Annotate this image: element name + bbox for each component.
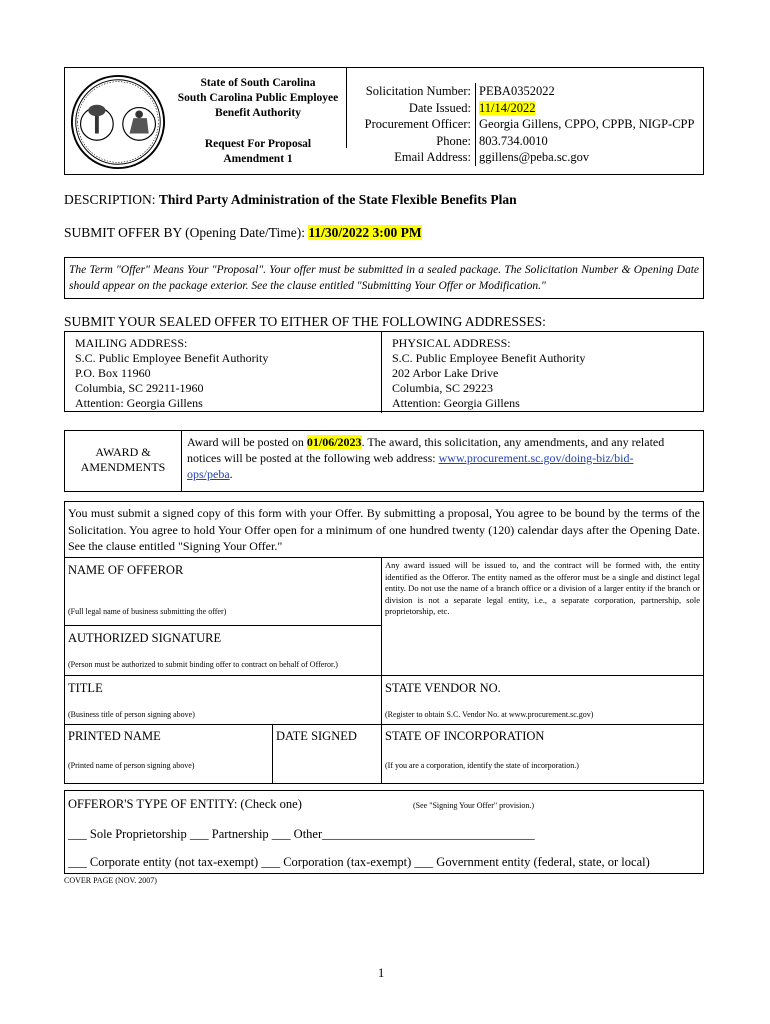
address-line: S.C. Public Employee Benefit Authority xyxy=(75,351,269,365)
signature-note: (Person must be authorized to submit binding offer to contract on behalf of Offeror.) xyxy=(68,660,338,669)
address-line: MAILING ADDRESS: xyxy=(75,336,188,350)
email-row xyxy=(351,149,694,166)
mailing-address xyxy=(75,336,268,411)
award-text-part: Award will be posted on xyxy=(187,435,307,449)
award-text-part: . xyxy=(229,467,233,481)
entity-note: Any award issued will be issued to, and the contract will be formed with, the entity identified as the Offeror. The entity named as the offeror must be a single and distinct legal entity. Do not use the name of a branch office or a division of a larger entity if the branch or division is not a separate legal entity, i.e., a separate corporation, partnership, sole proprietorship, etc. xyxy=(385,560,700,616)
address-divider xyxy=(381,332,382,413)
col-divider xyxy=(272,724,273,783)
solicitation-number-row xyxy=(351,83,694,100)
title-label: TITLE xyxy=(68,681,103,695)
award-text xyxy=(187,434,699,482)
form-intro: You must submit a signed copy of this form with your Offer. By submitting a proposal, You agree to be bound by the terms of the Solicitation. You agree to hold Your Offer open for a minimum of one hundred twenty (120) calendar days after the Opening Date. See the clause entitled "Signing Your Offer." xyxy=(68,506,700,553)
submit-by-value: 11/30/2022 3:00 PM xyxy=(308,225,422,240)
entity-type-title: OFFEROR'S TYPE OF ENTITY: (Check one) xyxy=(68,797,302,811)
award-text-part: . The award, this solicitation, any amendments, and any related notices will be posted at the following web address: xyxy=(187,435,665,465)
submit-by-label: SUBMIT OFFER BY (Opening Date/Time): xyxy=(64,225,306,240)
field-label: Procurement Officer: xyxy=(364,117,471,131)
name-of-offeror-note: (Full legal name of business submitting the offer) xyxy=(68,607,227,616)
agency-line: South Carolina Public Employee xyxy=(177,92,339,104)
cover-page-label: COVER PAGE (NOV. 2007) xyxy=(64,876,157,885)
link-part: ops/peba xyxy=(187,467,230,481)
address-line: P.O. Box 11960 xyxy=(75,366,151,380)
address-line: Columbia, SC 29223 xyxy=(392,381,494,395)
description-label: DESCRIPTION: xyxy=(64,192,156,207)
field-value: 803.734.0010 xyxy=(475,133,548,150)
phone-row xyxy=(351,133,694,150)
award-label-line: AMENDMENTS xyxy=(80,460,166,474)
printed-name-label: PRINTED NAME xyxy=(68,729,161,743)
date-issued-highlight: 11/14/2022 xyxy=(479,100,536,115)
authorized-signature-label: AUTHORIZED SIGNATURE xyxy=(68,631,222,645)
field-value: ggillens@peba.sc.gov xyxy=(475,149,589,166)
entity-type-note: (See "Signing Your Offer" provision.) xyxy=(413,801,535,810)
procurement-officer-row xyxy=(351,116,694,133)
field-label: Solicitation Number: xyxy=(365,84,471,98)
link-part: www.procurement.sc.gov/doing-biz/bid- xyxy=(438,451,634,465)
col-divider xyxy=(381,557,382,675)
doc-amendment-line: Amendment 1 xyxy=(223,153,293,165)
address-line: S.C. Public Employee Benefit Authority xyxy=(392,351,586,365)
vendor-note: (Register to obtain S.C. Vendor No. at www.procurement.sc.gov) xyxy=(385,710,594,719)
award-date: 01/06/2023 xyxy=(306,435,362,449)
description-value: Third Party Administration of the State Flexible Benefits Plan xyxy=(158,192,517,207)
doc-type-line: Request For Proposal xyxy=(204,138,312,150)
row-divider xyxy=(65,557,703,558)
offer-form xyxy=(64,501,704,784)
row-divider xyxy=(65,724,703,725)
entity-type-box xyxy=(64,790,704,874)
submit-by-line xyxy=(64,225,422,241)
agency-line: State of South Carolina xyxy=(200,77,316,89)
field-label: Email Address: xyxy=(394,150,471,164)
address-line: Attention: Georgia Gillens xyxy=(392,396,520,410)
vendor-no-label: STATE VENDOR NO. xyxy=(385,681,501,695)
addresses-title: SUBMIT YOUR SEALED OFFER TO EITHER OF THE FOLLOWING ADDRESSES: xyxy=(64,314,546,329)
state-seal-icon xyxy=(70,74,166,170)
title-note: (Business title of person signing above) xyxy=(68,710,195,719)
field-value xyxy=(475,100,535,117)
date-signed-label: DATE SIGNED xyxy=(276,729,357,743)
solicitation-info xyxy=(351,83,694,166)
row-divider xyxy=(65,625,382,626)
address-line: Columbia, SC 29211-1960 xyxy=(75,381,204,395)
address-line: 202 Arbor Lake Drive xyxy=(392,366,499,380)
award-label-line: AWARD & xyxy=(95,445,151,459)
field-label: Phone: xyxy=(436,133,471,148)
physical-address xyxy=(392,336,585,411)
award-box xyxy=(64,430,704,492)
col-divider xyxy=(381,675,382,783)
row-divider xyxy=(65,675,703,676)
entity-options-row[interactable]: ___ Sole Proprietorship ___ Partnership ___ Other__________________________________ xyxy=(68,827,535,841)
address-line: Attention: Georgia Gillens xyxy=(75,396,203,410)
agency-line: Benefit Authority xyxy=(215,107,301,119)
state-of-incorporation-label: STATE OF INCORPORATION xyxy=(385,729,545,743)
header-box xyxy=(64,67,704,175)
description-line xyxy=(64,192,517,208)
field-value: Georgia Gillens, CPPO, CPPB, NIGP-CPP xyxy=(475,116,694,133)
entity-options-row[interactable]: ___ Corporate entity (not tax-exempt) ___ Corporation (tax-exempt) ___ Government entity (federal, state, or local) xyxy=(68,855,650,869)
address-line: PHYSICAL ADDRESS: xyxy=(392,336,511,350)
name-of-offeror-label: NAME OF OFFEROR xyxy=(68,563,184,577)
addresses-box xyxy=(64,331,704,412)
field-value: PEBA0352022 xyxy=(475,83,555,100)
agency-block xyxy=(168,76,348,167)
header-divider xyxy=(346,68,347,148)
date-issued-row xyxy=(351,100,694,117)
award-label xyxy=(65,431,182,491)
page-number: 1 xyxy=(378,966,385,980)
field-label: Date Issued: xyxy=(408,100,471,115)
printed-name-note: (Printed name of person signing above) xyxy=(68,761,195,770)
incorporation-note: (If you are a corporation, identify the state of incorporation.) xyxy=(385,761,579,770)
term-notice-box: The Term "Offer" Means Your "Proposal". Your offer must be submitted in a sealed package. The Solicitation Number & Opening Date should appear on the package exterior. See the clause entitled "Submitting Your Offer or Modification." xyxy=(64,257,704,299)
